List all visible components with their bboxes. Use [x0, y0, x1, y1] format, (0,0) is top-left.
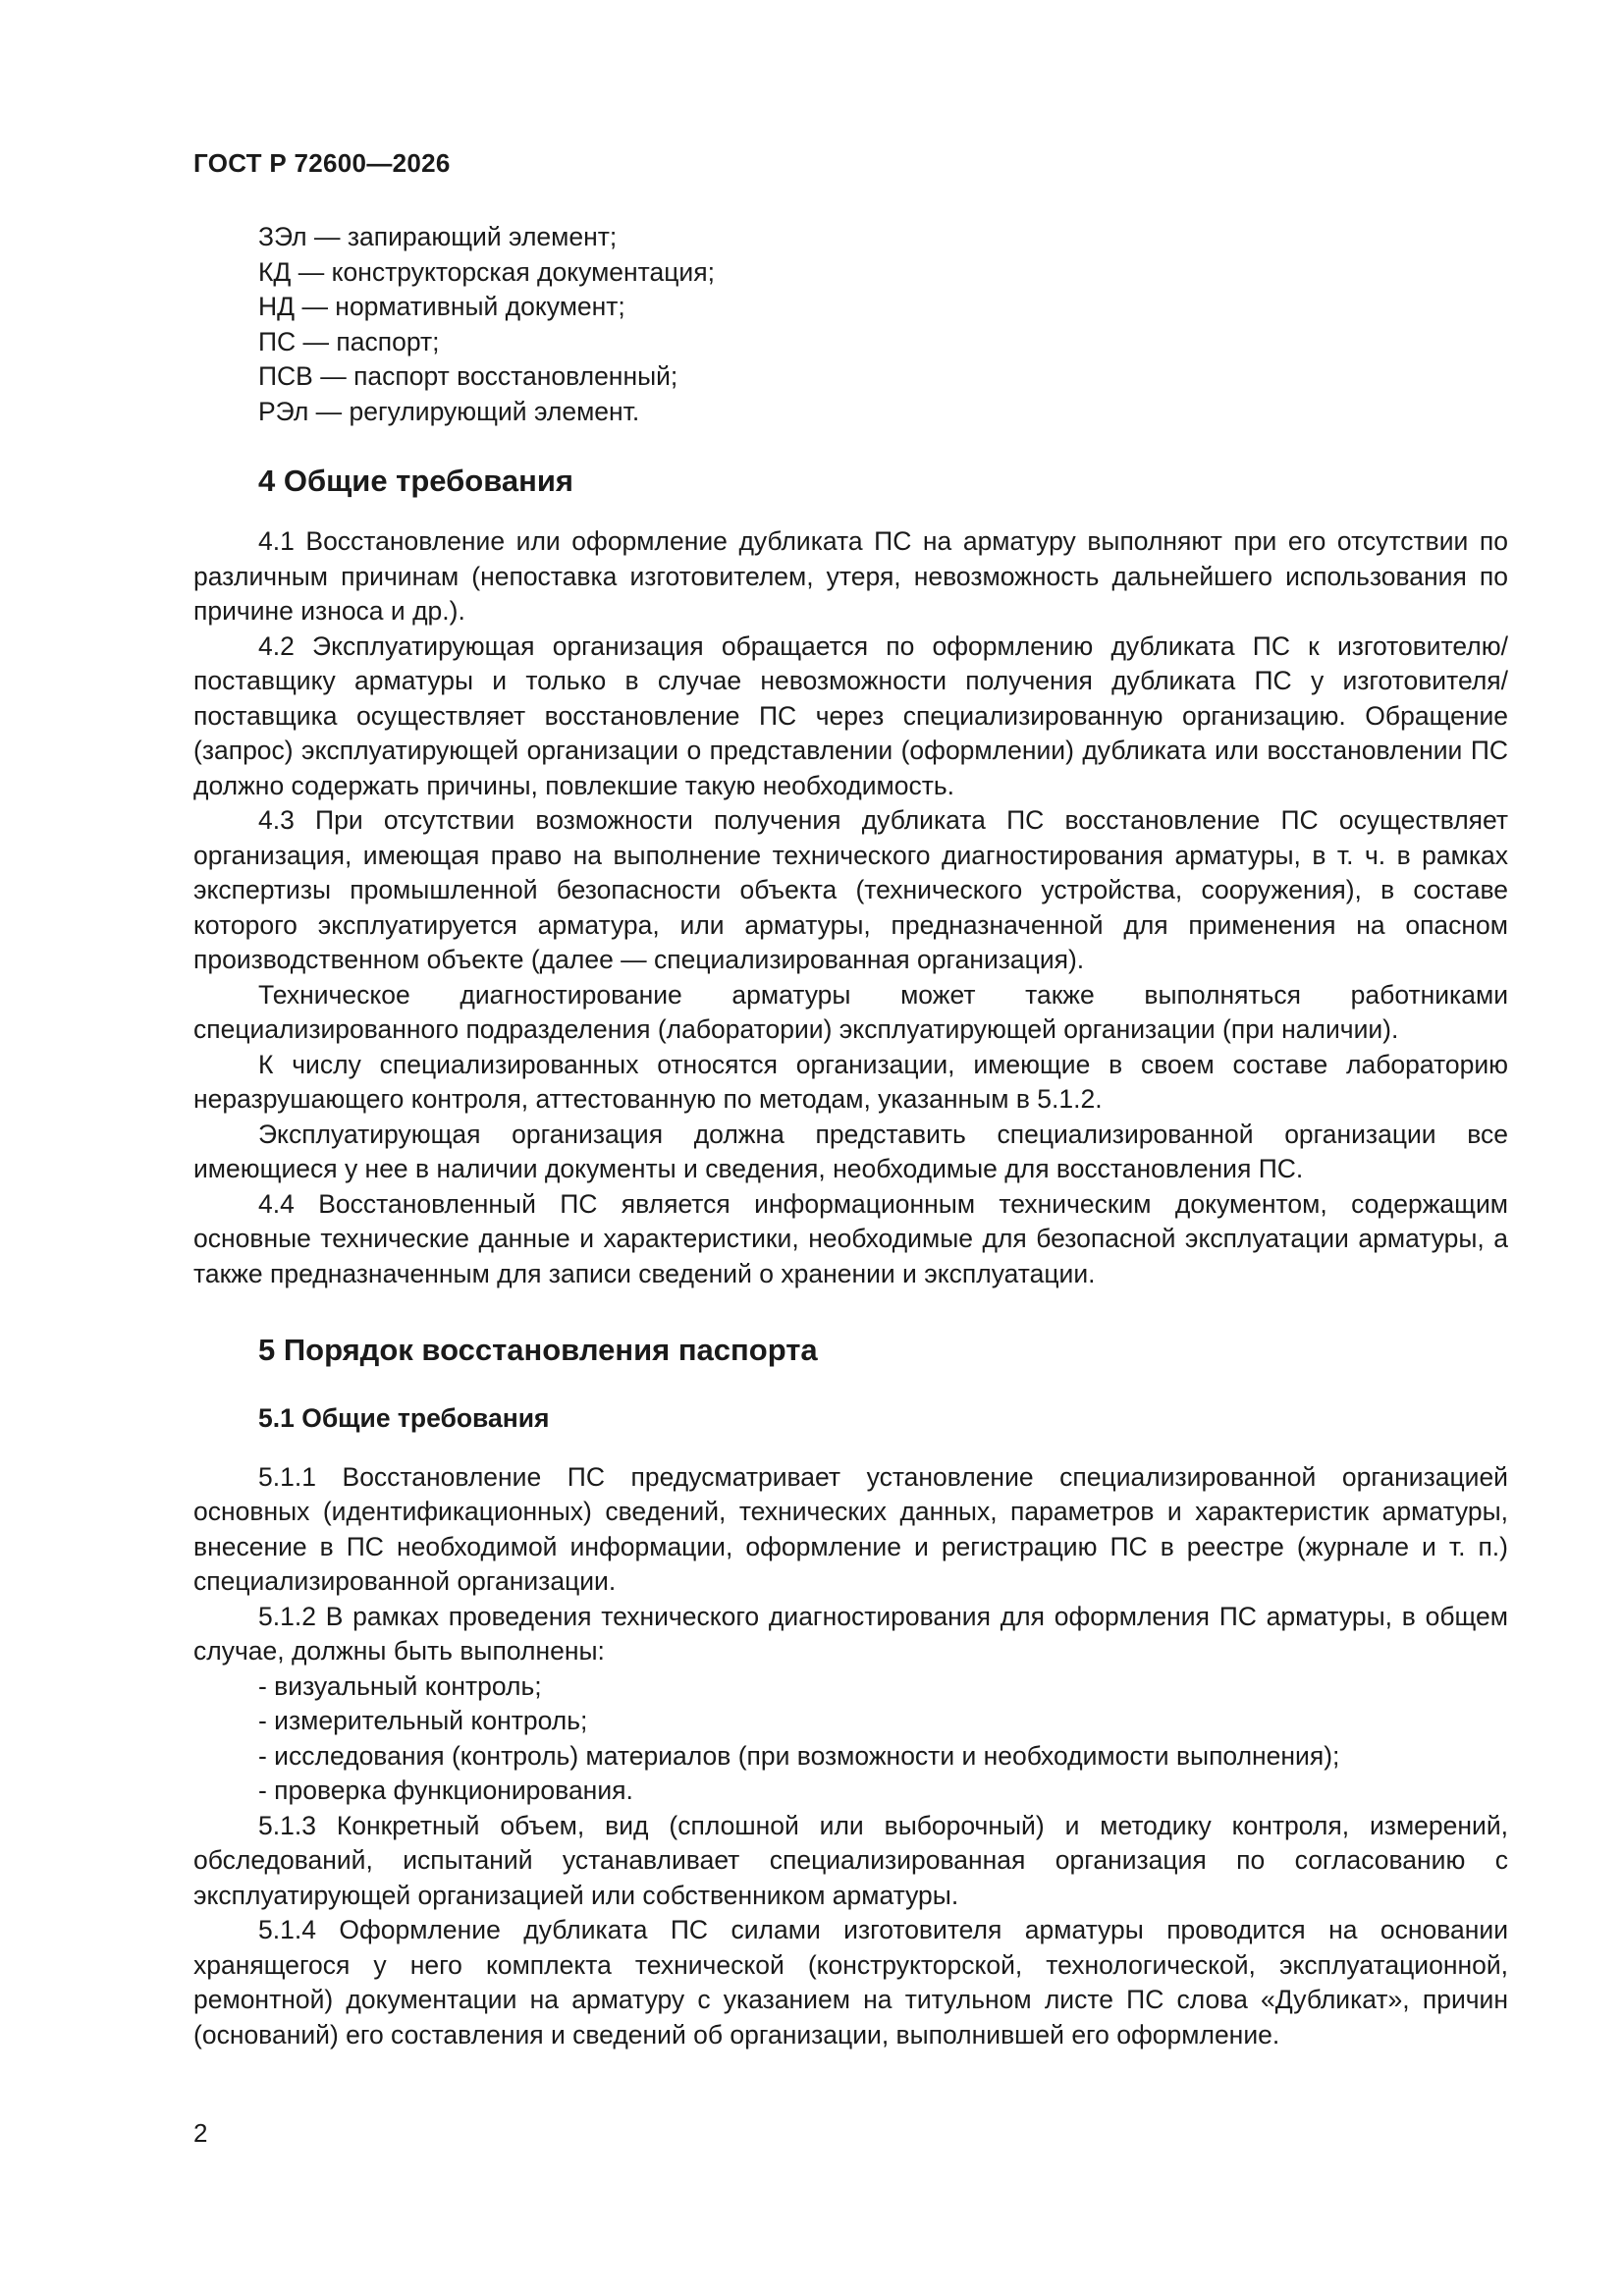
control-list-item: - визуальный контроль; — [258, 1670, 542, 1701]
paragraph-4-2: 4.2 Эксплуатирующая организация обращается по оформлению дубликата ПС к изготовителю/ поставщику арматуры и только в случае невозможности получения дубликата ПС у изготовителя/поставщика осуществляет восстановление ПС через специализированную организацию. Обращение (запрос) эксплуатирующей организации о представлении (оформлении) дубликата или восстановлении ПС должно содержать причины, повлекшие такую необходимость. — [193, 630, 1508, 800]
section-5-heading: 5 Порядок восстановления паспорта — [258, 1333, 818, 1367]
paragraph-4-4: 4.4 Восстановленный ПС является информационным техническим документом, содержащим основные технические данные и характеристики, необходимые для безопасной эксплуатации арматуры, а также предназначенным для записи сведений о хранении и эксплуатации. — [193, 1188, 1508, 1288]
abbreviation-item: НД — нормативный документ; — [258, 292, 625, 321]
abbreviation-item: ПСВ — паспорт восстановленный; — [258, 361, 678, 391]
document-header: ГОСТ Р 72600—2026 — [193, 148, 451, 178]
control-list — [193, 1669, 1508, 1809]
paragraph-4-1: 4.1 Восстановление или оформление дубликата ПС на арматуру выполняют при его отсутствии по различным причинам (непоставка изготовителем, утеря, невозможность дальнейшего использования по причине износа и др.). — [193, 526, 1508, 626]
page-number: 2 — [193, 2118, 208, 2148]
abbreviation-item: ПС — паспорт; — [258, 326, 440, 356]
paragraph-5-1-2: 5.1.2 В рамках проведения технического диагностирования для оформления ПС арматуры, в общем случае, должны быть выполнены: — [193, 1601, 1508, 1666]
abbreviation-item: ЗЭл — запирающий элемент; — [258, 222, 618, 251]
control-list-item: - измерительный контроль; — [258, 1706, 588, 1735]
paragraph-5-1-1: 5.1.1 Восстановление ПС предусматривает установление специализированной организацией основных (идентификационных) сведений, технических данных, параметров и характеристик арматуры, внесение в ПС необходимой информации, оформление и регистрацию ПС в реестре (журнале и т. п.) специализированной организации. — [193, 1461, 1508, 1596]
section-4-heading: 4 Общие требования — [258, 464, 573, 498]
document-body — [193, 220, 1508, 2052]
control-list-item: - проверка функционирования. — [258, 1776, 633, 1805]
paragraph-4-3: 4.3 При отсутствии возможности получения дубликата ПС восстановление ПС осуществляет организация, имеющая право на выполнение технического диагностирования арматуры, в т. ч. в рамках экспертизы промышленной безопасности объекта (технического устройства, сооружения), в составе которого эксплуатируется арматура, или арматуры, предназначенной для применения на опасном производственном объекте (далее — специализированная организация). — [193, 805, 1508, 974]
control-list-item: - исследования (контроль) материалов (при возможности и необходимости выполнения); — [258, 1740, 1340, 1771]
subsection-5-1-heading: 5.1 Общие требования — [258, 1403, 550, 1433]
paragraph-5-1-3: 5.1.3 Конкретный объем, вид (сплошной или выборочный) и методику контроля, измерений, обследований, испытаний устанавливает специализированная организация по согласованию с эксплуатирующей организацией или собственником арматуры. — [193, 1810, 1508, 1910]
paragraph-4-3-specialized: К числу специализированных относятся организации, имеющие в своем составе лабораторию неразрушающего контроля, аттестованную по методам, указанным в 5.1.2. — [193, 1049, 1508, 1114]
paragraph-4-3-documents: Эксплуатирующая организация должна представить специализированной организации все имеющиеся у нее в наличии документы и сведения, необходимые для восстановления ПС. — [193, 1119, 1508, 1183]
paragraph-5-1-4: 5.1.4 Оформление дубликата ПС силами изготовителя арматуры проводится на основании хранящегося у него комплекта технической (конструкторской, технологической, эксплуатационной, ремонтной) документации на арматуру с указанием на титульном листе ПС слова «Дубликат», причин (оснований) его составления и сведений об организации, выполнившей его оформление. — [193, 1915, 1508, 2050]
abbreviation-list — [258, 220, 1508, 429]
abbreviation-item: РЭл — регулирующий элемент. — [258, 396, 640, 426]
paragraph-4-3-diagnostics: Техническое диагностирование арматуры может также выполняться работниками специализированного подразделения (лаборатории) эксплуатирующей организации (при наличии). — [193, 979, 1508, 1044]
abbreviation-item: КД — конструкторская документация; — [258, 256, 715, 287]
